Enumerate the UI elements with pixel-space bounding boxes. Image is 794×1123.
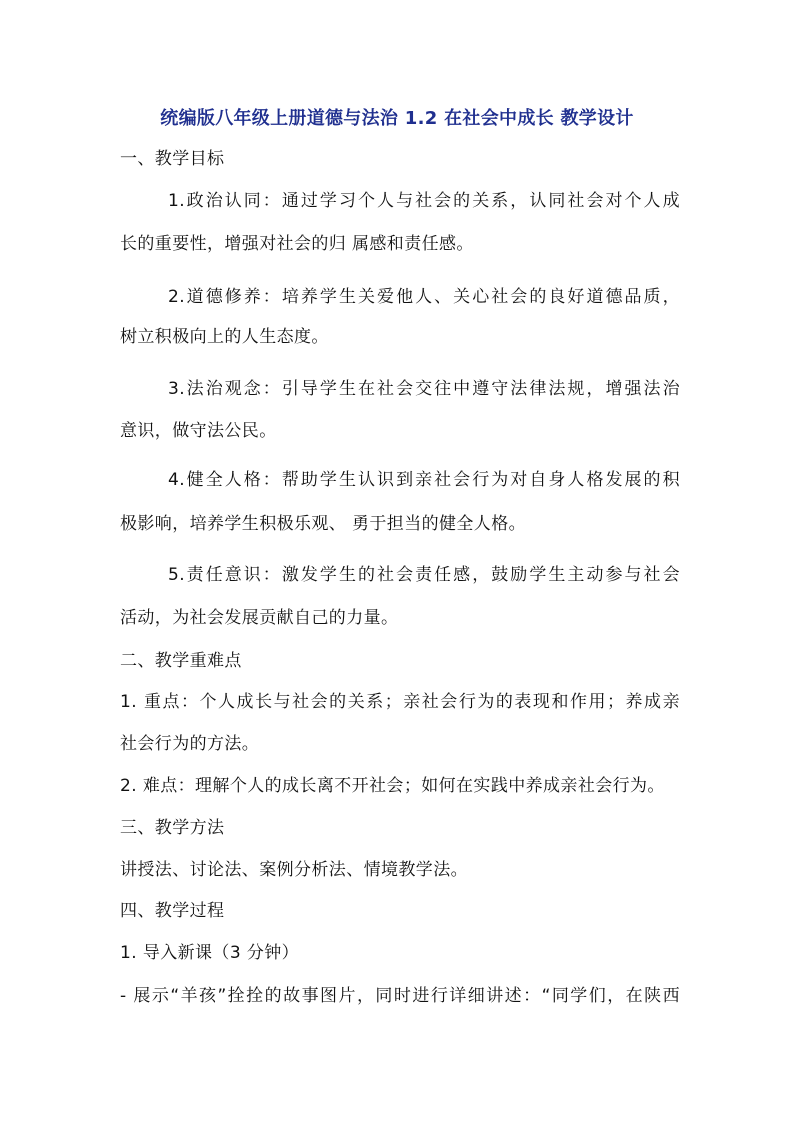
key-point-1-line-1: 1. 重点：个人成长与社会的关系；亲社会行为的表现和作用；养成亲 [120,692,680,712]
goal-4-line-2: 极影响，培养学生积极乐观、 勇于担当的健全人格。 [120,514,527,534]
process-step-1: 1. 导入新课（3 分钟） [120,943,300,963]
goal-1-line-1: 1.政治认同：通过学习个人与社会的关系，认同社会对个人成 [168,191,680,211]
goal-1-line-2: 长的重要性，增强对社会的归 属感和责任感。 [120,234,474,254]
methods-text: 讲授法、讨论法、案例分析法、情境教学法。 [120,860,468,880]
goal-3-line-2: 意识，做守法公民。 [120,421,277,441]
key-point-2: 2. 难点：理解个人的成长离不开社会；如何在实践中养成亲社会行为。 [120,776,665,796]
section-heading-methods: 三、教学方法 [120,818,225,838]
document-title: 统编版八年级上册道德与法治 1.2 在社会中成长 教学设计 [160,108,634,129]
goal-2-line-1: 2.道德修养：培养学生关爱他人、关心社会的良好道德品质， [168,287,680,307]
process-step-1-detail: - 展示“羊孩”拴拴的故事图片，同时进行详细讲述：“同学们，在陕西 [120,986,680,1006]
section-heading-key-points: 二、教学重难点 [120,651,242,671]
goal-3-line-1: 3.法治观念：引导学生在社会交往中遵守法律法规，增强法治 [168,379,680,399]
section-heading-objectives: 一、教学目标 [120,149,225,169]
section-heading-process: 四、教学过程 [120,901,225,921]
key-point-1-line-2: 社会行为的方法。 [120,734,260,754]
goal-5-line-1: 5.责任意识：激发学生的社会责任感，鼓励学生主动参与社会 [168,565,680,585]
goal-5-line-2: 活动，为社会发展贡献自己的力量。 [120,608,399,628]
goal-2-line-2: 树立积极向上的人生态度。 [120,327,329,347]
goal-4-line-1: 4.健全人格：帮助学生认识到亲社会行为对自身人格发展的积 [168,470,680,490]
